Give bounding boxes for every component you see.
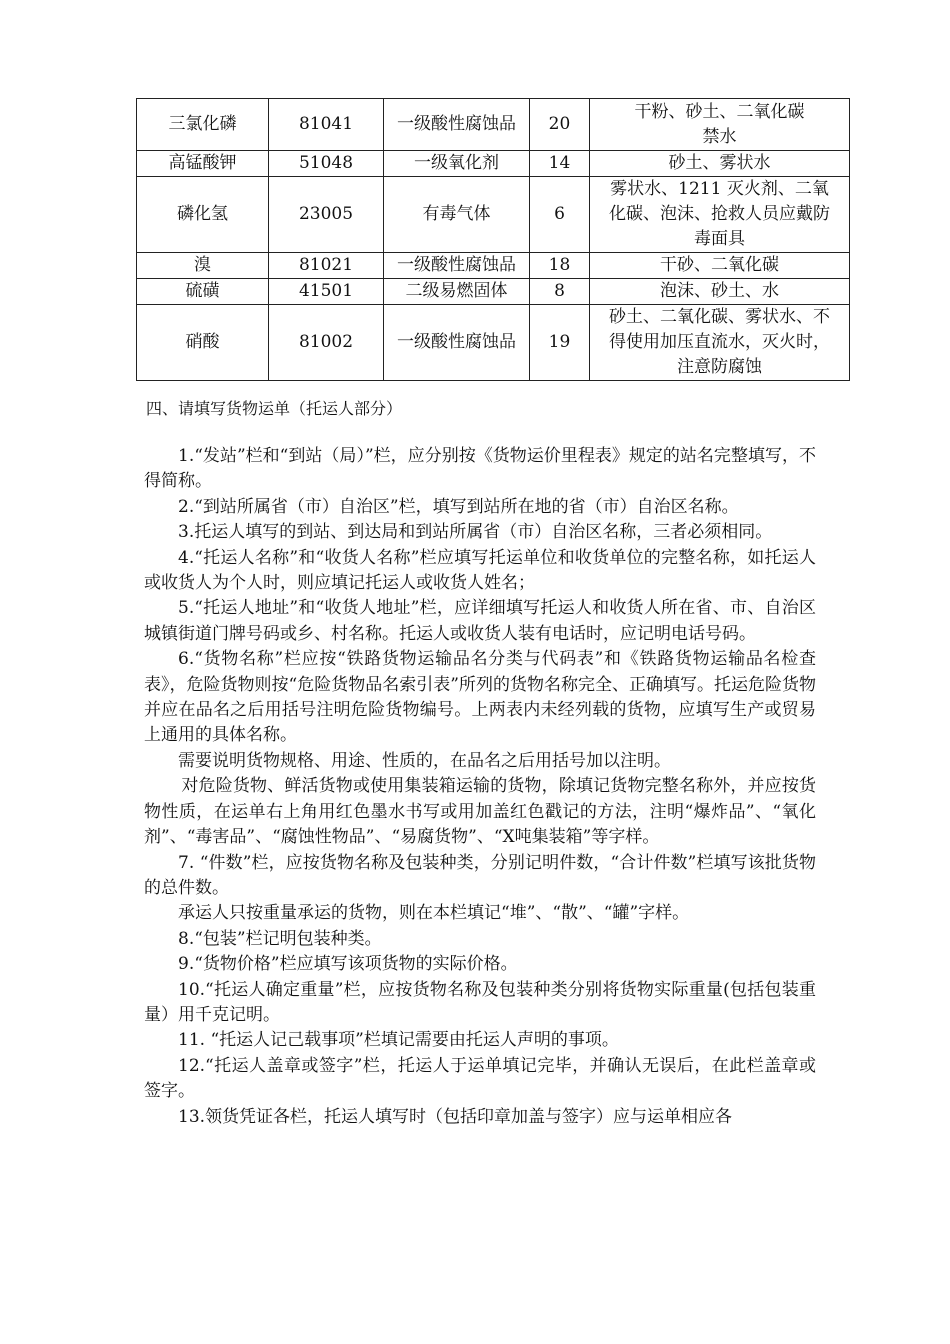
cell-category: 一级酸性腐蚀品	[384, 253, 530, 279]
cell-line: 雾状水、1211 灭火剂、二氧	[610, 179, 829, 199]
cell-code: 23005	[269, 177, 384, 253]
cell-extinguish	[590, 151, 850, 177]
cell-name: 硫磺	[137, 279, 269, 305]
cell-extinguish	[590, 253, 850, 279]
cell-line: 泡沫、砂土、水	[660, 281, 779, 301]
paragraph: 13.领货凭证各栏，托运人填写时（包括印章加盖与签字）应与运单相应各	[178, 1106, 733, 1127]
paragraph: 1.“发站”栏和“到站（局）”栏，应分别按《货物运价里程表》规定的站名完整填写，不得简称。	[144, 446, 816, 492]
table-row	[137, 177, 850, 253]
table-row	[137, 99, 850, 151]
cell-line: 干粉、砂土、二氧化碳	[634, 101, 805, 122]
cell-line: 毒面具	[694, 229, 745, 249]
paragraph: 3.托运人填写的到站、到达局和到站所属省（市）自治区名称，三者必须相同。	[178, 522, 773, 543]
cell-num: 20	[530, 99, 590, 151]
paragraph: 需要说明货物规格、用途、性质的，在品名之后用括号加以注明。	[178, 750, 671, 771]
cell-line: 禁水	[702, 126, 737, 147]
cell-code: 41501	[269, 279, 384, 305]
paragraph: 2.“到站所属省（市）自治区”栏，填写到站所在地的省（市）自治区名称。	[178, 496, 739, 517]
cell-num: 18	[530, 253, 590, 279]
cell-name: 高锰酸钾	[137, 151, 269, 177]
paragraph: 承运人只按重量承运的货物，则在本栏填记“堆”、“散”、“罐”字样。	[178, 903, 690, 924]
paragraph: 6.“货物名称”栏应按“铁路货物运输品名分类与代码表”和《铁路货物运输品名检查表》，危险货物则按“危险货物品名索引表”所列的货物名称完全、正确填写。托运危险货物并应在品名之后用括号注明危险货物编号。上两表内未经列载的货物，应填写生产或贸易上通用的具体名称。	[144, 649, 816, 746]
cell-name: 溴	[137, 253, 269, 279]
cell-name: 三氯化磷	[137, 99, 269, 151]
table-row	[137, 253, 850, 279]
hazmat-table	[136, 98, 850, 381]
cell-line: 得使用加压直流水，灭火时，	[609, 332, 830, 352]
cell-category: 一级酸性腐蚀品	[384, 99, 530, 151]
paragraph: 10.“托运人确定重量”栏，应按货物名称及包装种类分别将货物实际重量(包括包装重量）用千克记明。	[144, 979, 816, 1025]
cell-code: 81002	[269, 305, 384, 381]
cell-line: 注意防腐蚀	[677, 357, 762, 377]
table-row	[137, 279, 850, 305]
instructions-body	[144, 444, 816, 1130]
cell-category: 有毒气体	[384, 177, 530, 253]
cell-name: 磷化氢	[137, 177, 269, 253]
paragraph: 11. “托运人记己载事项”栏填记需要由托运人声明的事项。	[178, 1030, 619, 1051]
cell-extinguish	[590, 177, 850, 253]
cell-code: 51048	[269, 151, 384, 177]
table-row	[137, 305, 850, 381]
cell-line: 化碳、泡沫、抢救人员应戴防	[609, 204, 830, 224]
cell-extinguish	[590, 279, 850, 305]
cell-name: 硝酸	[137, 305, 269, 381]
cell-line: 砂土、雾状水	[668, 153, 771, 173]
cell-num: 19	[530, 305, 590, 381]
table-row	[137, 151, 850, 177]
cell-line: 干砂、二氧化碳	[660, 255, 779, 275]
paragraph: 8.“包装”栏记明包装种类。	[178, 928, 382, 949]
cell-extinguish	[590, 99, 850, 151]
cell-num: 14	[530, 151, 590, 177]
paragraph: 7. “件数”栏，应按货物名称及包装种类，分别记明件数，“合计件数”栏填写该批货物的总件数。	[144, 852, 816, 898]
cell-category: 一级酸性腐蚀品	[384, 305, 530, 381]
cell-code: 81021	[269, 253, 384, 279]
cell-line: 砂土、二氧化碳、雾状水、不	[609, 307, 830, 327]
paragraph: 5.“托运人地址”和“收货人地址”栏，应详细填写托运人和收货人所在省、市、自治区城镇街道门牌号码或乡、村名称。托运人或收货人装有电话时，应记明电话号码。	[144, 598, 816, 644]
cell-num: 6	[530, 177, 590, 253]
section-title: 四、请填写货物运单（托运人部分）	[146, 399, 403, 418]
cell-category: 一级氧化剂	[384, 151, 530, 177]
paragraph: 12.“托运人盖章或签字”栏，托运人于运单填记完毕，并确认无误后，在此栏盖章或签字。	[144, 1055, 816, 1102]
cell-num: 8	[530, 279, 590, 305]
paragraph: 对危险货物、鲜活货物或使用集装箱运输的货物，除填记货物完整名称外，并应按货物性质，在运单右上角用红色墨水书写或用加盖红色戳记的方法，注明“爆炸品”、“氧化剂”、“毒害品”、“腐蚀性物品”、“易腐货物”、“X吨集装箱”等字样。	[144, 776, 816, 848]
cell-category: 二级易燃固体	[384, 279, 530, 305]
paragraph: 9.“货物价格”栏应填写该项货物的实际价格。	[178, 954, 518, 975]
paragraph: 4.“托运人名称”和“收货人名称”栏应填写托运单位和收货单位的完整名称，如托运人或收货人为个人时，则应填记托运人或收货人姓名；	[144, 547, 816, 594]
cell-extinguish	[590, 305, 850, 381]
cell-code: 81041	[269, 99, 384, 151]
